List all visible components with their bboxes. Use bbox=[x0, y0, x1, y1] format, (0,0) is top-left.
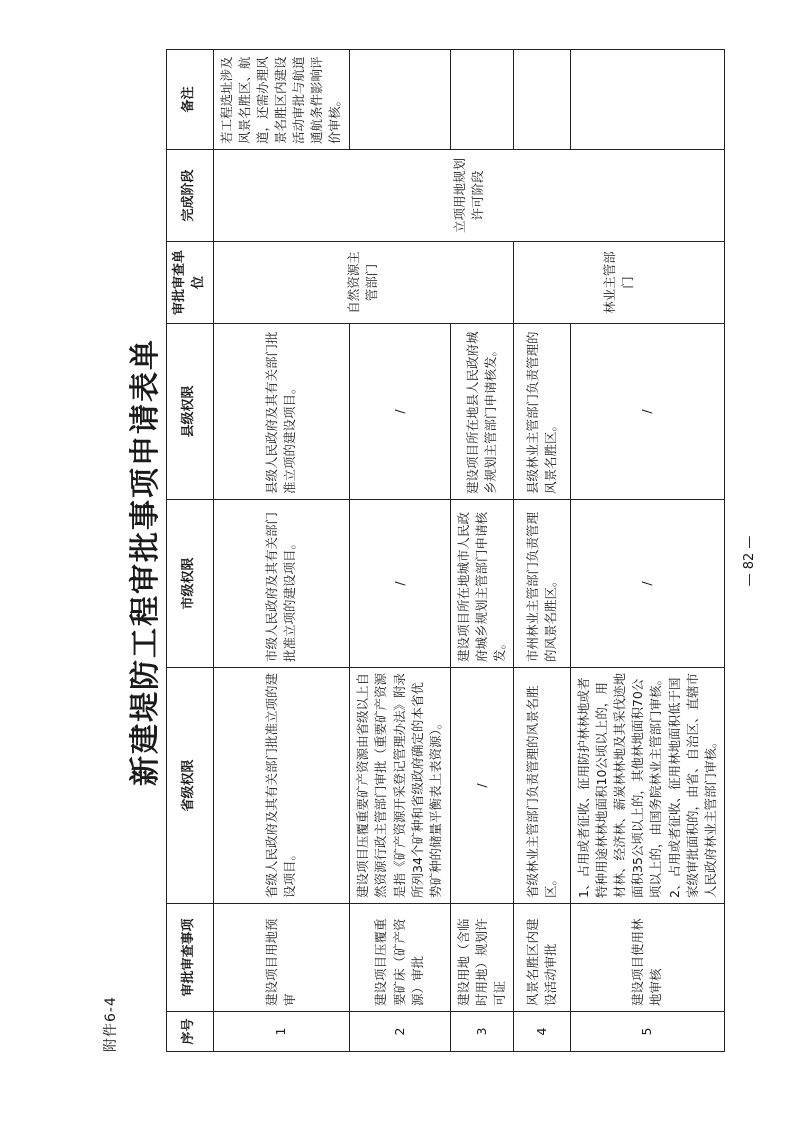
header-province: 省级权限 bbox=[167, 668, 214, 904]
cell-seq: 5 bbox=[570, 1012, 724, 1052]
cell-county: / bbox=[349, 324, 450, 500]
header-seq: 序号 bbox=[167, 1012, 214, 1052]
cell-seq: 1 bbox=[213, 1012, 349, 1052]
cell-item: 建设项目使用林地审核 bbox=[570, 904, 724, 1012]
cell-county: / bbox=[570, 324, 724, 500]
approval-table-wrapper bbox=[166, 50, 725, 1052]
province-clause-2: 2、占用或者征收、征用林地面积低于国家级审批面积的，由省、自治区、直辖市人民政府林业主管部门审核。 bbox=[666, 672, 718, 898]
page-title: 新建堤防工程审批事项申请表单 bbox=[128, 338, 163, 786]
cell-city: 建设项目所在地城市人民政府城乡规划主管部门申请核发。 bbox=[450, 500, 513, 668]
cell-item: 建设用地（含临时用地）规划许可证 bbox=[450, 904, 513, 1012]
cell-province: 省级人民政府及其有关部门批准立项的建设项目。 bbox=[213, 668, 349, 904]
header-stage: 完成阶段 bbox=[167, 150, 214, 242]
cell-county: 县级人民政府及其有关部门批准立项的建设项目。 bbox=[213, 324, 349, 500]
cell-remark-empty bbox=[450, 50, 513, 150]
table-row bbox=[213, 50, 349, 1052]
cell-remark-empty bbox=[349, 50, 450, 150]
cell-item: 建设项目压覆重要矿床（矿产资源）审批 bbox=[349, 904, 450, 1012]
page-number: — 82 — bbox=[742, 535, 757, 587]
cell-province: / bbox=[450, 668, 513, 904]
cell-item: 建设项目用地预审 bbox=[213, 904, 349, 1012]
cell-seq: 3 bbox=[450, 1012, 513, 1052]
approval-table bbox=[166, 49, 725, 1052]
cell-unit-natural-resources: 自然资源主管部门 bbox=[213, 242, 513, 324]
header-city: 市级权限 bbox=[167, 500, 214, 668]
province-clause-1: 1、占用或者征收、征用防护林林地或者特种用途林林地面积10公顷以上的，用材林、经济林、薪炭林林地及其采伐迹地面积35公顷以上的，其他林地面积70公顷以上的，由国务院林业主管部门审核。 bbox=[575, 672, 664, 898]
cell-remark: 若工程选址涉及风景名胜区、航道，还需办理风景名胜区内建设活动审批与航道通航条件影响评价审核。 bbox=[213, 50, 349, 150]
cell-city: / bbox=[570, 500, 724, 668]
cell-seq: 2 bbox=[349, 1012, 450, 1052]
cell-item: 风景名胜区内建设活动审批 bbox=[513, 904, 570, 1012]
cell-city: 市级人民政府及其有关部门批准立项的建设项目。 bbox=[213, 500, 349, 668]
cell-seq: 4 bbox=[513, 1012, 570, 1052]
header-county: 县级权限 bbox=[167, 324, 214, 500]
cell-unit-forestry: 林业主管部门 bbox=[513, 242, 724, 324]
cell-stage: 立项用地规划许可阶段 bbox=[213, 150, 724, 242]
attachment-label: 附件6-4 bbox=[103, 996, 119, 1052]
cell-city: 市州林业主管部门负责管理的风景名胜区。 bbox=[513, 500, 570, 668]
cell-county: 县级林业主管部门负责管理的风景名胜区。 bbox=[513, 324, 570, 500]
cell-city: / bbox=[349, 500, 450, 668]
header-item: 审批审查事项 bbox=[167, 904, 214, 1012]
cell-remark-empty bbox=[513, 50, 570, 150]
table-header-row bbox=[167, 50, 214, 1052]
cell-province bbox=[570, 668, 724, 904]
header-remark: 备注 bbox=[167, 50, 214, 150]
cell-province: 省级林业主管部门负责管理的风景名胜区。 bbox=[513, 668, 570, 904]
cell-county: 建设项目所在地县人民政府城乡规划主管部门申请核发。 bbox=[450, 324, 513, 500]
cell-province: 建设项目压覆重要矿产资源由省级以上自然资源行政主管部门审批（重要矿产资源是指《矿产资源开采登记管理办法》附录所列34个矿种和省级政府确定的本省优势矿种的储量平衡表上表资源）。 bbox=[349, 668, 450, 904]
cell-remark-empty bbox=[570, 50, 724, 150]
header-unit: 审批审查单位 bbox=[167, 242, 214, 324]
